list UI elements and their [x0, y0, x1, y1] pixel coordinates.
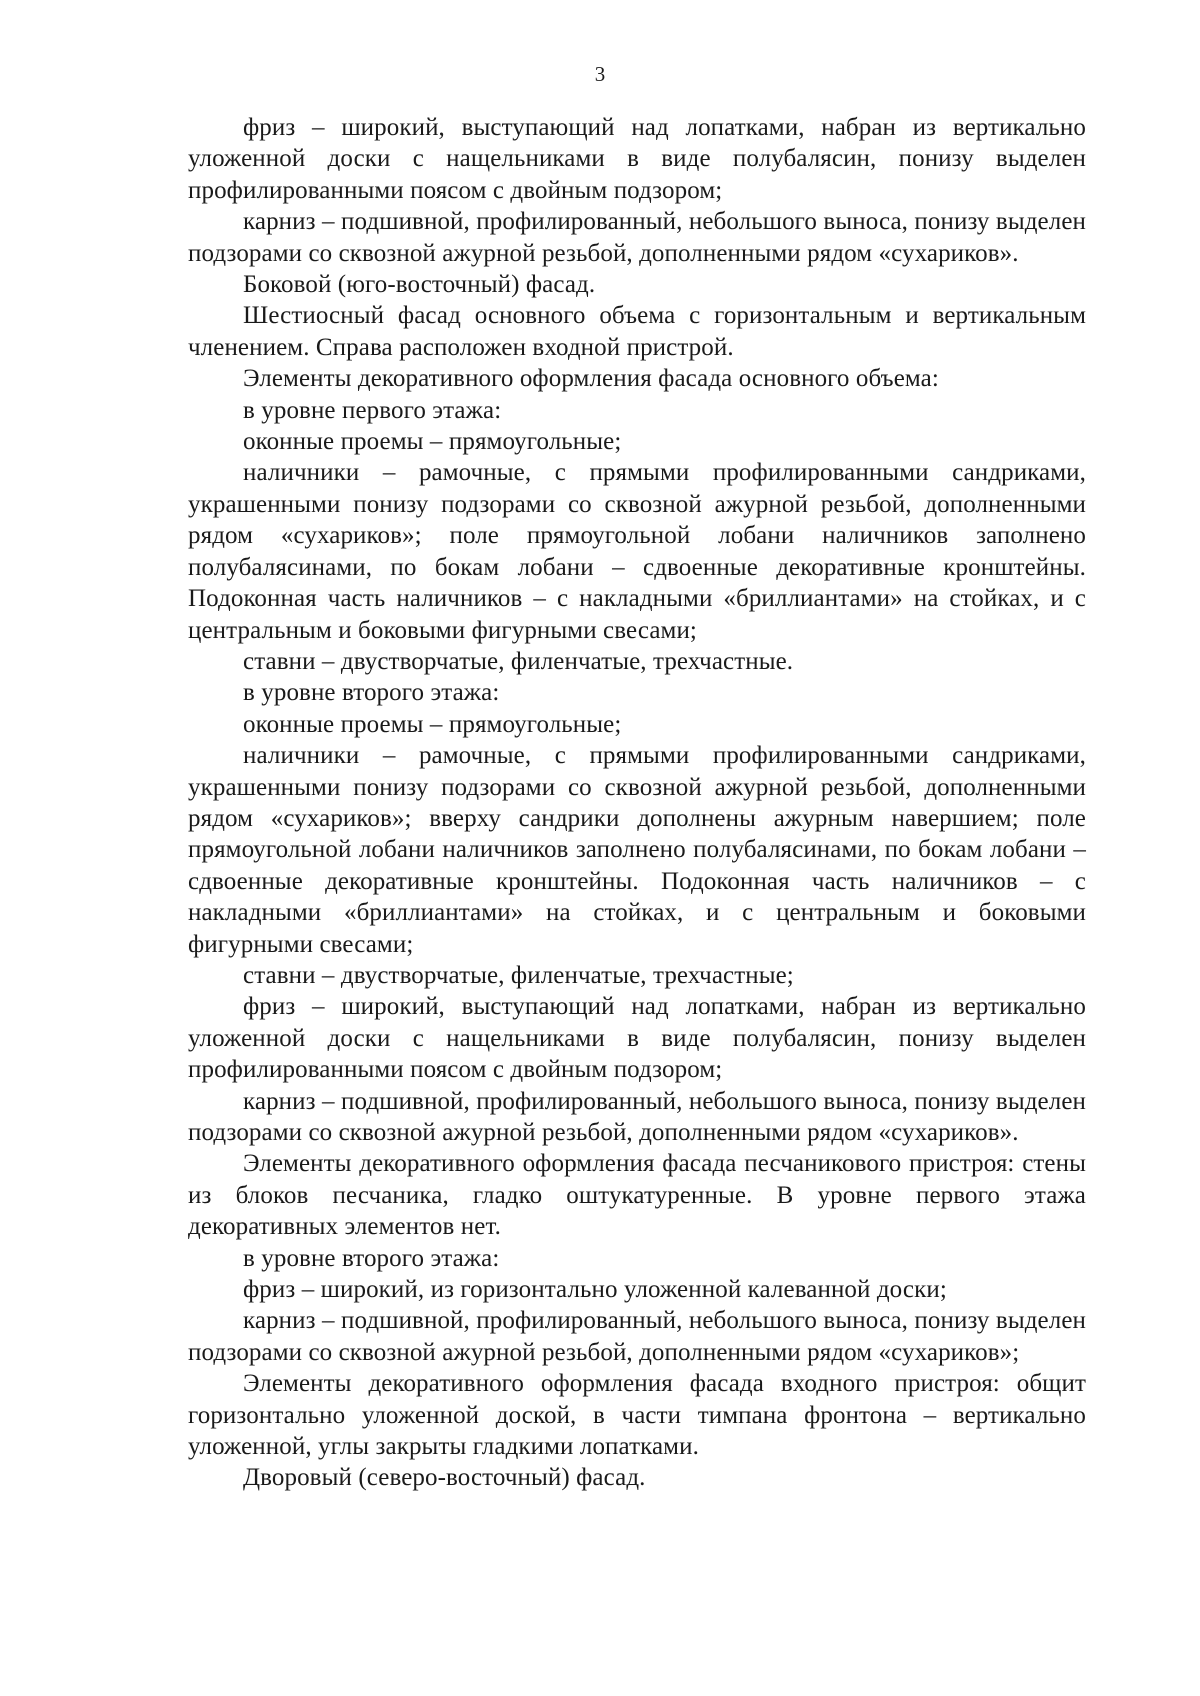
- paragraph-annex-frieze: фриз – широкий, из горизонтально уложенной калеванной доски;: [243, 1276, 947, 1304]
- paragraph-six-axis-facade: Шестиосный фасад основного объема с горизонтальным и вертикальным членением. Справа расположен входной пристрой.: [188, 302, 1086, 361]
- document-body: [188, 112, 1086, 1494]
- paragraph-cornice-main: карниз – подшивной, профилированный, небольшого выноса, понизу выделен подзорами со сквозной ажурной резьбой, дополненными рядом «сухариков».: [188, 208, 1086, 267]
- paragraph-frieze-side: фриз – широкий, выступающий над лопатками, набран из вертикально уложенной доски с нащельниками в виде полубалясин, понизу выделен профилированными поясом с двойным подзором;: [188, 993, 1086, 1084]
- paragraph-courtyard-facade-heading: Дворовый (северо-восточный) фасад.: [243, 1464, 646, 1492]
- paragraph-side-facade-heading: Боковой (юго-восточный) фасад.: [243, 271, 596, 299]
- paragraph-shutters-1: ставни – двустворчатые, филенчатые, трехчастные.: [243, 647, 794, 675]
- paragraph-shutters-2: ставни – двустворчатые, филенчатые, трехчастные;: [243, 961, 794, 989]
- paragraph-window-openings-1: оконные проемы – прямоугольные;: [243, 428, 622, 456]
- paragraph-window-frames-1: наличники – рамочные, с прямыми профилированными сандриками, украшенными понизу подзорами со сквозной ажурной резьбой, дополненными рядом «сухариков»; поле прямоугольной лобани наличников заполнено полубалясинами, по бокам лобани – сдвоенные декоративные кронштейны. Подоконная часть наличников – с накладными «бриллиантами» на стойках, и с центральным и боковыми фигурными свесами;: [188, 459, 1086, 644]
- paragraph-first-floor-level: в уровне первого этажа:: [243, 396, 502, 424]
- paragraph-decor-main-volume: Элементы декоративного оформления фасада основного объема:: [243, 365, 939, 393]
- paragraph-second-floor-level: в уровне второго этажа:: [243, 679, 500, 707]
- paragraph-entrance-annex: Элементы декоративного оформления фасада входного пристроя: общит горизонтально уложенной доской, в части тимпана фронтона – вертикально уложенной, углы закрыты гладкими лопатками.: [188, 1370, 1086, 1461]
- paragraph-window-openings-2: оконные проемы – прямоугольные;: [243, 710, 622, 738]
- page-number: 3: [594, 62, 606, 86]
- paragraph-window-frames-2: наличники – рамочные, с прямыми профилированными сандриками, украшенными понизу подзорами со сквозной ажурной резьбой, дополненными рядом «сухариков»; вверху сандрики дополнены ажурным навершием; поле прямоугольной лобани наличников заполнено полубалясинами, по бокам лобани – сдвоенные декоративные кронштейны. Подоконная часть наличников – с накладными «бриллиантами» на стойках, и с центральным и боковыми фигурными свесами;: [188, 742, 1086, 958]
- paragraph-annex-second-floor: в уровне второго этажа:: [243, 1244, 500, 1272]
- paragraph-sandstone-annex: Элементы декоративного оформления фасада песчаникового пристроя: стены из блоков песчаника, гладко оштукатуренные. В уровне первого этажа декоративных элементов нет.: [188, 1150, 1086, 1241]
- paragraph-frieze-main: фриз – широкий, выступающий над лопатками, набран из вертикально уложенной доски с нащельниками в виде полубалясин, понизу выделен профилированными поясом с двойным подзором;: [188, 114, 1086, 204]
- paragraph-annex-cornice: карниз – подшивной, профилированный, небольшого выноса, понизу выделен подзорами со сквозной ажурной резьбой, дополненными рядом «сухариков»;: [188, 1307, 1086, 1366]
- paragraph-cornice-side: карниз – подшивной, профилированный, небольшого выноса, понизу выделен подзорами со сквозной ажурной резьбой, дополненными рядом «сухариков».: [188, 1087, 1086, 1146]
